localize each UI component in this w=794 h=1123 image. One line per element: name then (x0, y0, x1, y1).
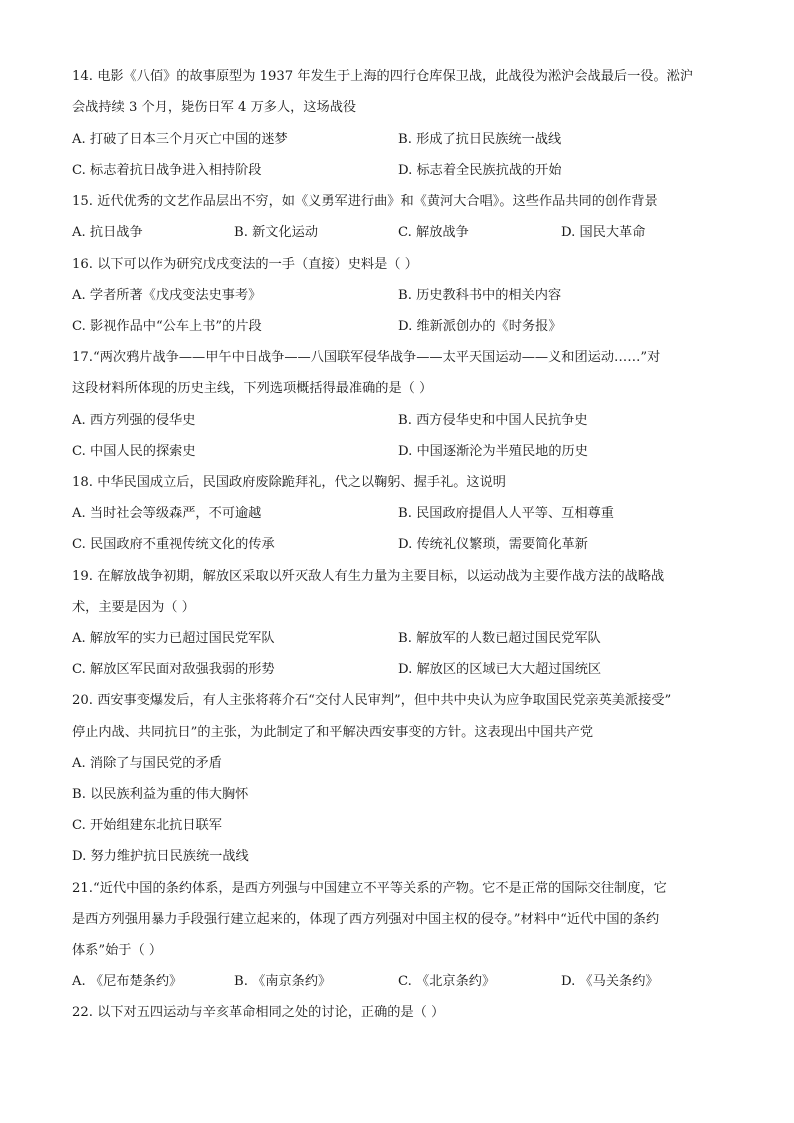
question-15-option-a[interactable]: A. 抗日战争 (72, 225, 143, 240)
question-18-line-1 (72, 474, 506, 492)
question-20-option-a[interactable]: A. 消除了与国民党的矛盾 (72, 756, 222, 771)
question-19-stem: 在解放战争初期，解放区采取以歼灭敌人有生力量为主要目标，以运动战为主要作战方法的战略战 (97, 569, 665, 584)
question-20-option-c[interactable]: C. 开始组建东北抗日联军 (72, 818, 222, 833)
question-21-line-3 (72, 942, 162, 960)
question-21-line-1 (72, 880, 667, 898)
question-19-stem: 术，主要是因为（ ） (72, 600, 195, 615)
question-19-number: 19. (72, 569, 93, 584)
question-16-line-1 (72, 256, 418, 274)
question-19-line-1 (72, 568, 664, 586)
question-16-option-d[interactable]: D. 维新派创办的《时务报》 (398, 319, 562, 334)
question-15-option-d[interactable]: D. 国民大革命 (561, 225, 646, 240)
question-21-option-a[interactable]: A. 《尼布楚条约》 (72, 974, 183, 989)
question-22-line-1 (72, 1004, 444, 1022)
question-19-option-b[interactable]: B. 解放军的人数已超过国民党军队 (398, 631, 601, 646)
question-15-option-c[interactable]: C. 解放战争 (398, 225, 469, 240)
question-17-option-d[interactable]: D. 中国逐渐沦为半殖民地的历史 (398, 444, 588, 459)
question-20-line-1 (72, 692, 671, 710)
question-17-option-c[interactable]: C. 中国人民的探索史 (72, 444, 196, 459)
question-14-option-d[interactable]: D. 标志着全民族抗战的开始 (398, 163, 562, 178)
question-18-number: 18. (72, 475, 93, 490)
question-16-number: 16. (72, 257, 93, 272)
question-17-line-1 (72, 349, 660, 367)
question-17-option-a[interactable]: A. 西方列强的侵华史 (72, 413, 196, 428)
question-21-option-b[interactable]: B. 《南京条约》 (234, 974, 332, 989)
question-14-line-1 (72, 68, 693, 86)
question-15-option-b[interactable]: B. 新文化运动 (234, 225, 319, 240)
question-21-number: 21. (72, 881, 93, 896)
question-14-stem: 会战持续 3 个月，毙伤日军 4 万多人，这场战役 (72, 100, 357, 115)
question-20-stem: 西安事变爆发后，有人主张将蒋介石“交付人民审判”，但中共中央认为应争取国民党亲英美派接受” (97, 693, 672, 708)
question-17-line-2 (72, 380, 432, 398)
question-16-option-c[interactable]: C. 影视作品中“公车上书”的片段 (72, 319, 262, 334)
question-19-option-d[interactable]: D. 解放区的区域已大大超过国统区 (398, 662, 602, 677)
question-20-option-b[interactable]: B. 以民族利益为重的伟大胸怀 (72, 787, 249, 802)
question-14-stem: 电影《八佰》的故事原型为 1937 年发生于上海的四行仓库保卫战，此战役为淞沪会战最后一役。淞沪 (97, 69, 694, 84)
question-19-option-a[interactable]: A. 解放军的实力已超过国民党军队 (72, 631, 275, 646)
question-16-option-b[interactable]: B. 历史教科书中的相关内容 (398, 288, 562, 303)
question-15-line-1 (72, 193, 658, 211)
question-22-number: 22. (72, 1005, 93, 1020)
question-14-option-c[interactable]: C. 标志着抗日战争进入相持阶段 (72, 163, 262, 178)
question-15-stem: 近代优秀的文艺作品层出不穷，如《义勇军进行曲》和《黄河大合唱》。这些作品共同的创作背景 (97, 194, 658, 209)
question-19-line-2 (72, 599, 195, 617)
question-18-option-c[interactable]: C. 民国政府不重视传统文化的传承 (72, 537, 275, 552)
question-15-number: 15. (72, 194, 93, 209)
question-14-number: 14. (72, 69, 93, 84)
question-16-stem: 以下可以作为研究戊戌变法的一手（直接）史料是（ ） (97, 257, 418, 272)
question-21-stem: 是西方列强用暴力手段强行建立起来的，体现了西方列强对中国主权的侵夺。”材料中“近代中国的条约 (72, 912, 660, 927)
question-18-option-b[interactable]: B. 民国政府提倡人人平等、互相尊重 (398, 506, 614, 521)
question-20-option-d[interactable]: D. 努力维护抗日民族统一战线 (72, 849, 249, 864)
question-17-stem: “两次鸦片战争——甲午中日战争——八国联军侵华战争——太平天国运动——义和团运动……”对 (92, 350, 661, 365)
question-21-option-c[interactable]: C. 《北京条约》 (398, 974, 496, 989)
question-18-option-d[interactable]: D. 传统礼仪繁琐，需要简化革新 (398, 537, 588, 552)
question-20-line-2 (72, 724, 593, 742)
question-21-line-2 (72, 911, 659, 929)
question-18-stem: 中华民国成立后，民国政府废除跪拜礼，代之以鞠躬、握手礼。这说明 (97, 475, 506, 490)
question-21-stem: 体系”始于（ ） (72, 943, 163, 958)
question-17-number: 17. (72, 350, 93, 365)
question-19-option-c[interactable]: C. 解放区军民面对敌强我弱的形势 (72, 662, 275, 677)
question-14-line-2 (72, 99, 356, 117)
question-22-stem: 以下对五四运动与辛亥革命相同之处的讨论，正确的是（ ） (97, 1005, 445, 1020)
question-18-option-a[interactable]: A. 当时社会等级森严，不可逾越 (72, 506, 262, 521)
question-14-option-a[interactable]: A. 打破了日本三个月灭亡中国的迷梦 (72, 132, 288, 147)
question-20-stem: 停止内战、共同抗日”的主张，为此制定了和平解决西安事变的方针。这表现出中国共产党 (72, 725, 594, 740)
question-14-option-b[interactable]: B. 形成了抗日民族统一战线 (398, 132, 562, 147)
question-16-option-a[interactable]: A. 学者所著《戊戌变法史事考》 (72, 288, 262, 303)
question-21-stem: “近代中国的条约体系，是西方列强与中国建立不平等关系的产物。它不是正常的国际交往制度，它 (92, 881, 667, 896)
question-20-number: 20. (72, 693, 93, 708)
question-17-option-b[interactable]: B. 西方侵华史和中国人民抗争史 (398, 413, 588, 428)
question-21-option-d[interactable]: D. 《马关条约》 (561, 974, 659, 989)
question-17-stem: 这段材料所体现的历史主线，下列选项概括得最准确的是（ ） (72, 381, 433, 396)
